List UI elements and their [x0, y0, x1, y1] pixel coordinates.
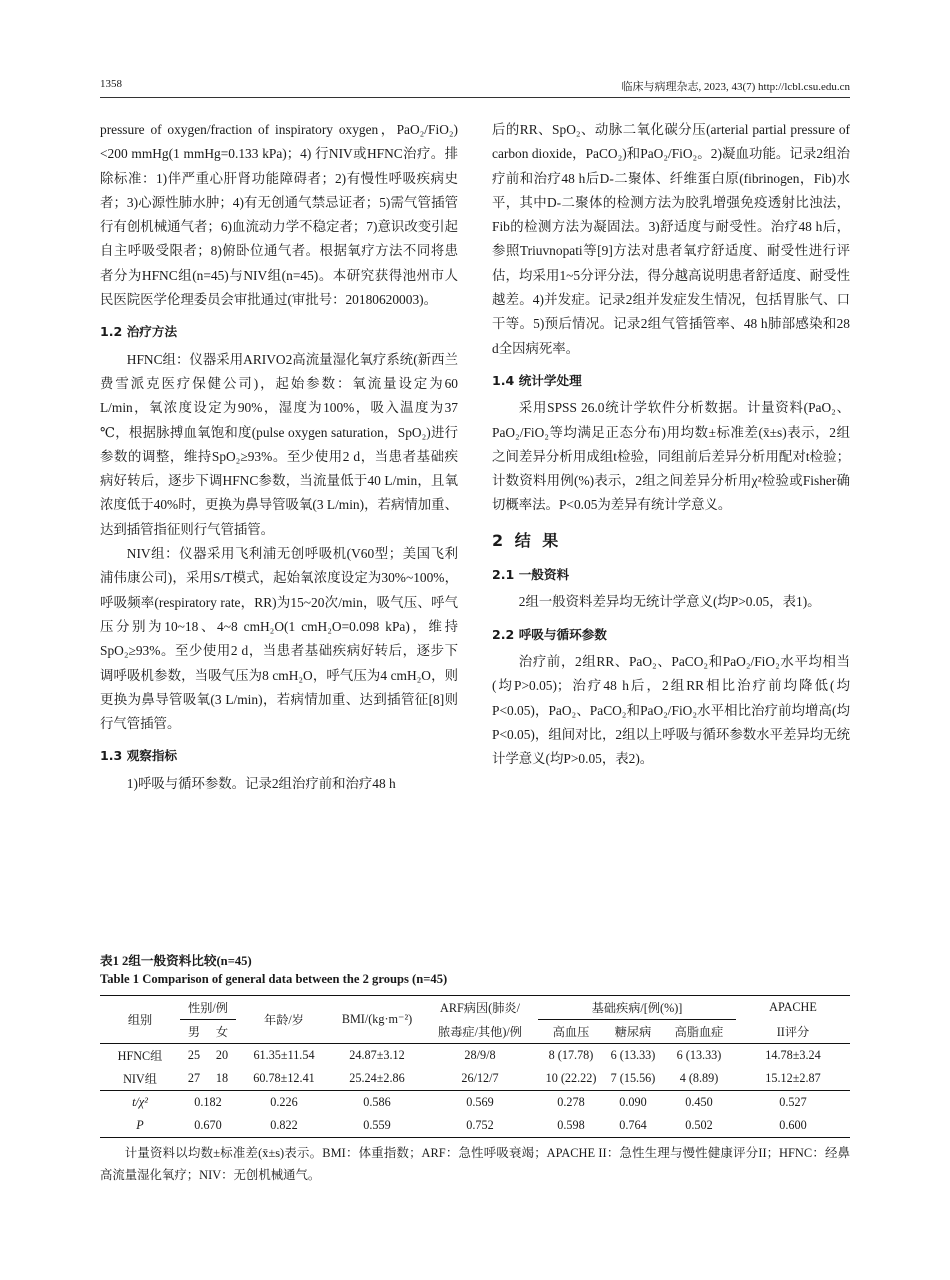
paragraph: pressure of oxygen/fraction of inspiratory oxygen，PaO₂/FiO₂) <200 mmHg(1 mmHg=0.133 kPa)；4) 行NIV或HFNC治疗。排除标准：1)伴严重心肝肾功能障碍者；2)有慢性呼吸疾病史者；3)心源性肺水肿；4)有无创通气禁忌证者；5)需气管插管行有创机械通气者；6)血流动力学不稳定者；7)意识改变引起自主呼吸受限者；8)俯卧位通气者。根据氧疗方法不同将患者分为HFNC组(n=45)与NIV组(n=45)。本研究获得池州市人民医院医学伦理委员会审批通过(审批号：20180620003)。 [100, 122, 458, 308]
table-cell: 0.600 [736, 1114, 850, 1138]
table-cell: P [100, 1114, 180, 1138]
table-row [100, 1091, 850, 1115]
table-cell: 0.559 [332, 1114, 422, 1138]
table-cell: 25 [187, 1048, 201, 1062]
paragraph: 治疗前，2组RR、PaO₂、PaCO₂和PaO₂/FiO₂水平均相当(均P>0.05)；治疗48 h后，2组RR相比治疗前均降低(均P<0.05)，PaO₂、PaCO₂和PaO₂/FiO₂水平相比治疗前均增高(均P<0.05)，组间对比，2组以上呼吸与循环参数水平差异均无统计学意义(均P>0.05，表2)。 [492, 653, 850, 767]
table-cell: 0.752 [422, 1114, 538, 1138]
table-cell: 18 [215, 1071, 229, 1085]
col-header-bmi: BMI/(kg·m⁻²) [332, 996, 422, 1044]
table-cell: 7 (15.56) [610, 1071, 656, 1085]
col-header-arf: ARF病因(肺炎/ [422, 996, 538, 1020]
col-header-sex: 性别/例 [180, 996, 236, 1020]
table-cell: 25.24±2.86 [349, 1071, 405, 1085]
running-header [100, 78, 850, 96]
col-header-apache-sub: II评分 [736, 1020, 850, 1044]
table-footnote: 计量资料以均数±标准差(x̄±s)表示。BMI：体重指数；ARF：急性呼吸衰竭；APACHE II：急性生理与慢性健康评分II；HFNC：经鼻高流量湿化氧疗；NIV：无创机械通气。 [100, 1146, 850, 1182]
table-caption-cn: 表1 2组一般资料比较(n=45) [100, 954, 252, 968]
table-caption-en: Table 1 Comparison of general data between the 2 groups (n=45) [100, 972, 448, 986]
table-cell: NIV组 [123, 1072, 157, 1086]
page-number: 1358 [100, 78, 122, 90]
table-cell: 0.182 [180, 1091, 236, 1115]
table-cell: 8 (17.78) [548, 1048, 594, 1062]
table-cell: 0.450 [662, 1091, 736, 1115]
section-heading-1-4: 1.4 统计学处理 [492, 372, 582, 388]
table-cell: 0.527 [736, 1091, 850, 1115]
header-rule [100, 97, 850, 98]
table-cell: 24.87±3.12 [349, 1048, 405, 1062]
left-column [100, 118, 458, 796]
section-heading-1-2: 1.2 治疗方法 [100, 324, 178, 340]
table-cell: 0.278 [538, 1091, 604, 1115]
table-cell: 6 (13.33) [610, 1048, 656, 1062]
journal-citation: 临床与病理杂志, 2023, 43(7) http://lcbl.csu.edu.cn [621, 81, 850, 93]
section-heading-2: 2 结 果 [492, 530, 562, 550]
col-header-female: 女 [208, 1020, 236, 1044]
table-cell: 26/12/7 [461, 1071, 499, 1085]
section-heading-2-1: 2.1 一般资料 [492, 567, 570, 583]
col-header-hypertension: 高血压 [538, 1020, 604, 1044]
table-cell: 6 (13.33) [676, 1048, 722, 1062]
section-heading-1-3: 1.3 观察指标 [100, 748, 178, 764]
paragraph: 后的RR、SpO₂、动脉二氧化碳分压(arterial partial pressure of carbon dioxide，PaCO₂)和PaO₂/FiO₂。2)凝血功能。记录2组治疗前和治疗48 h后D-二聚体、纤维蛋白原(fibrinogen，Fib)水平，其中D-二聚体的检测方法为胶乳增强免疫透射比浊法，Fib的检测方法为凝固法。3)舒适度与耐受性。治疗48 h后，参照Triuvnopati等[9]方法对患者氧疗舒适度、耐受性进行评估，均采用1~5分评分法，得分越高说明患者舒适度、耐受性越差。4)并发症。记录2组并发症发生情况，包括胃胀气、口干等。5)预后情况。记录2组气管插管率、48 h肺部感染和28 d全因病死率。 [492, 122, 850, 356]
table-cell: 0.670 [180, 1114, 236, 1138]
table-cell: 27 [187, 1071, 201, 1085]
table-cell: 0.822 [236, 1114, 332, 1138]
section-heading-2-2: 2.2 呼吸与循环参数 [492, 626, 607, 642]
paragraph: NIV组：仪器采用飞利浦无创呼吸机(V60型；美国飞利浦伟康公司)，采用S/T模式，起始氧浓度设定为30%~100%，呼吸频率(respiratory rate，RR)为15~20次/min，吸气压、呼气压分别为10~18、4~8 cmH₂O(1 cmH₂O=0.098 kPa)，维持SpO₂≥93%。至少使用2 d，当患者基础疾病好转后，逐步下调呼吸机参数，当吸气压为8 cmH₂O，呼气压为4 cmH₂O，则更换为鼻导管吸氧(3 L/min)，若病情加重、达到插管征[8]则行气管插管。 [100, 546, 458, 732]
col-header-hyperlipidemia: 高脂血症 [662, 1020, 736, 1044]
table-cell: 0.569 [422, 1091, 538, 1115]
table-cell: 0.226 [236, 1091, 332, 1115]
table-row [100, 1067, 850, 1091]
table-cell: 0.090 [604, 1091, 662, 1115]
col-header-male: 男 [180, 1020, 208, 1044]
table-cell: t/χ² [100, 1091, 180, 1115]
general-data-table [100, 995, 850, 1138]
right-column [492, 118, 850, 771]
col-header-apache: APACHE [736, 996, 850, 1020]
table-cell: 15.12±2.87 [765, 1071, 821, 1085]
col-header-age: 年龄/岁 [236, 996, 332, 1044]
table-cell: 0.598 [538, 1114, 604, 1138]
paragraph: HFNC组：仪器采用ARIVO2高流量湿化氧疗系统(新西兰费雪派克医疗保健公司)，起始参数：氧流量设定为60 L/min，氧浓度设定为90%，湿度为100%，吸入温度为37 ℃，根据脉搏血氧饱和度(pulse oxygen saturation，SpO₂)进行参数的调整，维持SpO₂≥93%。至少使用2 d，当患者基础疾病好转后，逐步下调HFNC参数，当流量低于40 L/min，且氧浓度低于40%时，更换为鼻导管吸氧(3 L/min)，若病情加重、达到插管指征则行气管插管。 [100, 351, 458, 537]
paragraph: 2组一般资料差异均无统计学意义(均P>0.05，表1)。 [518, 594, 821, 610]
table-cell: 60.78±12.41 [253, 1071, 315, 1085]
table-cell: 0.764 [604, 1114, 662, 1138]
table-cell: HFNC组 [117, 1049, 163, 1063]
paragraph: 1)呼吸与循环参数。记录2组治疗前和治疗48 h [126, 775, 396, 791]
col-header-group: 组别 [100, 996, 180, 1044]
col-header-disease: 基础疾病/[例(%)] [538, 996, 736, 1020]
table-cell: 10 (22.22) [545, 1071, 597, 1085]
table-cell: 0.502 [662, 1114, 736, 1138]
table-row [100, 1114, 850, 1138]
table-cell: 61.35±11.54 [253, 1048, 315, 1062]
table-cell: 14.78±3.24 [765, 1048, 821, 1062]
col-header-diabetes: 糖尿病 [604, 1020, 662, 1044]
table-cell: 28/9/8 [464, 1048, 496, 1062]
table-cell: 0.586 [332, 1091, 422, 1115]
table-cell: 20 [215, 1048, 229, 1062]
table-row [100, 1044, 850, 1068]
paragraph: 采用SPSS 26.0统计学软件分析数据。计量资料(PaO₂、PaO₂/FiO₂等均满足正态分布)用均数±标准差(x̄±s)表示，2组之间差异分析用成组t检验，同组前后差异分析用配对t检验；计数资料用例(%)表示，2组之间差异分析用χ²检验或Fisher确切概率法。P<0.05为差异有统计学意义。 [492, 400, 850, 513]
table-cell: 4 (8.89) [679, 1071, 719, 1085]
col-header-arf-sub: 脓毒症/其他)/例 [422, 1020, 538, 1044]
